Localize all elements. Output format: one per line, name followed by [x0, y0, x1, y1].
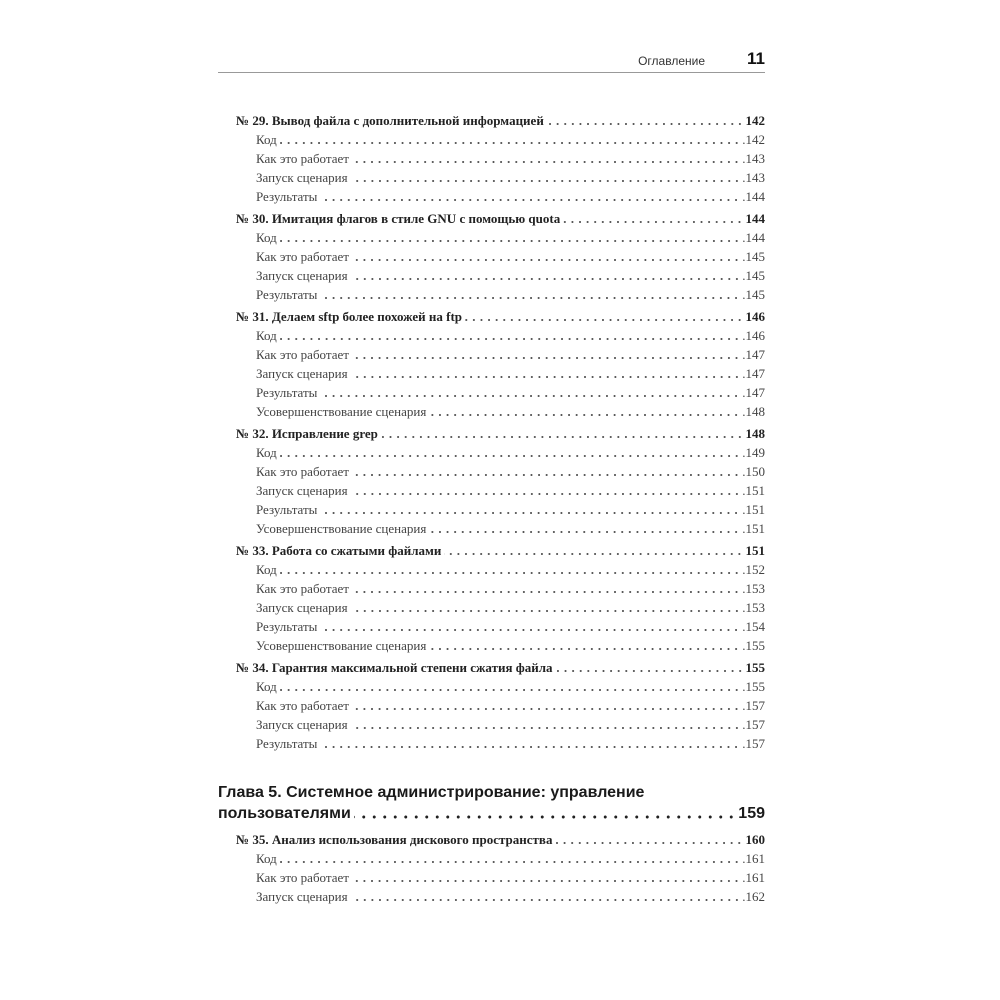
entry-label: Как это работает [256, 581, 349, 596]
dot-leader [352, 255, 740, 265]
entry-page: .162 [742, 889, 765, 904]
dot-leader [444, 549, 743, 559]
toc-subentry[interactable] [236, 849, 765, 868]
entry-page: .144 [742, 230, 765, 245]
entry-page: .147 [742, 385, 765, 400]
dot-leader [352, 876, 740, 886]
entry-label: № 32. Исправление grep [236, 426, 378, 441]
entry-label: Код [256, 230, 277, 245]
entry-label: Код [256, 132, 277, 147]
toc-subentry[interactable] [236, 228, 765, 247]
entry-label: Код [256, 445, 277, 460]
entry-label: Запуск сценария [256, 483, 348, 498]
dot-leader [381, 432, 744, 442]
dot-leader [563, 217, 743, 227]
dot-leader [320, 508, 740, 518]
chapter-title-line1: Глава 5. Системное администрирование: управление [218, 784, 645, 801]
entry-label: № 31. Делаем sftp более похожей на ftp [236, 309, 463, 324]
entry-label: Код [256, 851, 277, 866]
toc-subentry[interactable] [236, 677, 765, 696]
page-number: 11 [747, 49, 765, 68]
toc-subentry[interactable] [236, 500, 765, 519]
entry-page: .150 [742, 464, 765, 479]
dot-leader [280, 857, 740, 867]
entry-page: .161 [742, 851, 765, 866]
toc-section-title[interactable] [236, 658, 765, 677]
entry-page: 144 [745, 211, 765, 226]
toc-section [236, 307, 765, 421]
entry-page: .157 [742, 736, 765, 751]
toc-section-title[interactable] [236, 830, 765, 849]
entry-label: Как это работает [256, 870, 349, 885]
toc-subentry[interactable] [236, 345, 765, 364]
entry-page: .146 [742, 328, 765, 343]
entry-label: Усовершенствование сценария [256, 404, 427, 419]
toc-section [236, 541, 765, 655]
entry-label: Как это работает [256, 698, 349, 713]
toc-sections-before [236, 111, 765, 753]
dot-leader [280, 451, 740, 461]
entry-page: .149 [742, 445, 765, 460]
toc-chapter-5[interactable] [218, 783, 765, 824]
toc-section [236, 658, 765, 753]
dot-leader [351, 895, 741, 905]
toc-subentry[interactable] [236, 519, 765, 538]
toc-section-title[interactable] [236, 541, 765, 560]
entry-label: Как это работает [256, 151, 349, 166]
entry-page: 142 [745, 113, 765, 128]
toc-sections-after [236, 830, 765, 906]
toc-subentry[interactable] [236, 636, 765, 655]
entry-label: Результаты [256, 619, 318, 634]
toc-subentry[interactable] [236, 560, 765, 579]
toc-subentry[interactable] [236, 364, 765, 383]
entry-label: № 29. Вывод файла с дополнительной информацией [236, 113, 544, 128]
toc-subentry[interactable] [236, 149, 765, 168]
entry-page: .148 [742, 404, 765, 419]
dot-leader [429, 644, 740, 654]
dot-leader [280, 568, 740, 578]
entry-label: Результаты [256, 287, 318, 302]
dot-leader [352, 353, 740, 363]
entry-label: Запуск сценария [256, 717, 348, 732]
running-header [218, 48, 765, 73]
toc-subentry[interactable] [236, 266, 765, 285]
toc-subentry[interactable] [236, 462, 765, 481]
entry-page: 151 [745, 543, 765, 558]
toc-subentry[interactable] [236, 868, 765, 887]
entry-label: № 33. Работа со сжатыми файлами [236, 543, 442, 558]
entry-label: Усовершенствование сценария [256, 638, 427, 653]
entry-page: .153 [742, 581, 765, 596]
chapter-title-line2: пользователями [218, 805, 351, 822]
toc-subentry[interactable] [236, 481, 765, 500]
dot-leader [354, 812, 737, 822]
toc-subentry[interactable] [236, 579, 765, 598]
entry-label: № 30. Имитация флагов в стиле GNU с помощью quota [236, 211, 561, 226]
dot-leader [351, 606, 741, 616]
entry-page: .145 [742, 268, 765, 283]
dot-leader [547, 119, 744, 129]
entry-page: 146 [745, 309, 765, 324]
entry-label: Запуск сценария [256, 170, 348, 185]
entry-label: Запуск сценария [256, 366, 348, 381]
toc-subentry[interactable] [236, 247, 765, 266]
entry-page: .153 [742, 600, 765, 615]
dot-leader [351, 489, 741, 499]
entry-page: .143 [742, 170, 765, 185]
chapter-page: 159 [738, 805, 765, 822]
dot-leader [280, 138, 740, 148]
entry-page: .145 [742, 287, 765, 302]
toc-subentry[interactable] [236, 383, 765, 402]
entry-label: Как это работает [256, 347, 349, 362]
toc-subentry[interactable] [236, 734, 765, 753]
dot-leader [320, 293, 740, 303]
toc-subentry[interactable] [236, 168, 765, 187]
entry-page: .157 [742, 698, 765, 713]
entry-page: .143 [742, 151, 765, 166]
toc-section-title[interactable] [236, 424, 765, 443]
toc-subentry[interactable] [236, 887, 765, 906]
entry-label: Как это работает [256, 249, 349, 264]
dot-leader [352, 704, 740, 714]
toc-section-title[interactable] [236, 307, 765, 326]
entry-page: .147 [742, 347, 765, 362]
dot-leader [352, 470, 740, 480]
toc-subentry[interactable] [236, 187, 765, 206]
entry-label: Код [256, 562, 277, 577]
toc-section-title[interactable] [236, 209, 765, 228]
dot-leader [352, 587, 740, 597]
entry-page: .151 [742, 521, 765, 536]
entry-page: .154 [742, 619, 765, 634]
dot-leader [320, 391, 740, 401]
entry-label: Код [256, 679, 277, 694]
entry-label: Результаты [256, 736, 318, 751]
entry-label: № 34. Гарантия максимальной степени сжатия файла [236, 660, 553, 675]
entry-label: Запуск сценария [256, 889, 348, 904]
entry-page: 155 [745, 660, 765, 675]
dot-leader [352, 157, 740, 167]
dot-leader [351, 274, 741, 284]
dot-leader [556, 666, 744, 676]
entry-page: .151 [742, 483, 765, 498]
toc-section [236, 424, 765, 538]
entry-page: .145 [742, 249, 765, 264]
toc-subentry[interactable] [236, 130, 765, 149]
dot-leader [351, 176, 741, 186]
toc-section [236, 209, 765, 304]
entry-page: .152 [742, 562, 765, 577]
dot-leader [280, 685, 740, 695]
entry-label: Код [256, 328, 277, 343]
entry-page: .155 [742, 638, 765, 653]
dot-leader [320, 742, 740, 752]
entry-label: № 35. Анализ использования дискового пространства [236, 832, 553, 847]
dot-leader [320, 625, 740, 635]
toc-section-title[interactable] [236, 111, 765, 130]
entry-page: .151 [742, 502, 765, 517]
toc-subentry[interactable] [236, 696, 765, 715]
entry-label: Результаты [256, 189, 318, 204]
dot-leader [320, 195, 740, 205]
dot-leader [555, 838, 743, 848]
entry-label: Результаты [256, 385, 318, 400]
dot-leader [429, 410, 740, 420]
toc-subentry[interactable] [236, 285, 765, 304]
entry-label: Запуск сценария [256, 268, 348, 283]
toc-subentry[interactable] [236, 598, 765, 617]
dot-leader [280, 334, 740, 344]
toc-subentry[interactable] [236, 326, 765, 345]
toc-subentry[interactable] [236, 617, 765, 636]
toc-section [236, 830, 765, 906]
entry-label: Как это работает [256, 464, 349, 479]
table-of-contents [218, 111, 765, 909]
entry-page: 160 [745, 832, 765, 847]
dot-leader [351, 723, 741, 733]
entry-page: .142 [742, 132, 765, 147]
toc-subentry[interactable] [236, 715, 765, 734]
entry-page: .147 [742, 366, 765, 381]
dot-leader [280, 236, 740, 246]
entry-page: .155 [742, 679, 765, 694]
toc-section [236, 111, 765, 206]
entry-page: .157 [742, 717, 765, 732]
dot-leader [351, 372, 741, 382]
entry-label: Запуск сценария [256, 600, 348, 615]
toc-subentry[interactable] [236, 402, 765, 421]
dot-leader [429, 527, 740, 537]
entry-page: 148 [745, 426, 765, 441]
running-header-title: Оглавление [638, 54, 705, 68]
entry-label: Усовершенствование сценария [256, 521, 427, 536]
entry-page: .144 [742, 189, 765, 204]
dot-leader [465, 315, 743, 325]
toc-subentry[interactable] [236, 443, 765, 462]
chapter-title-row [218, 803, 765, 824]
entry-label: Результаты [256, 502, 318, 517]
entry-page: .161 [742, 870, 765, 885]
